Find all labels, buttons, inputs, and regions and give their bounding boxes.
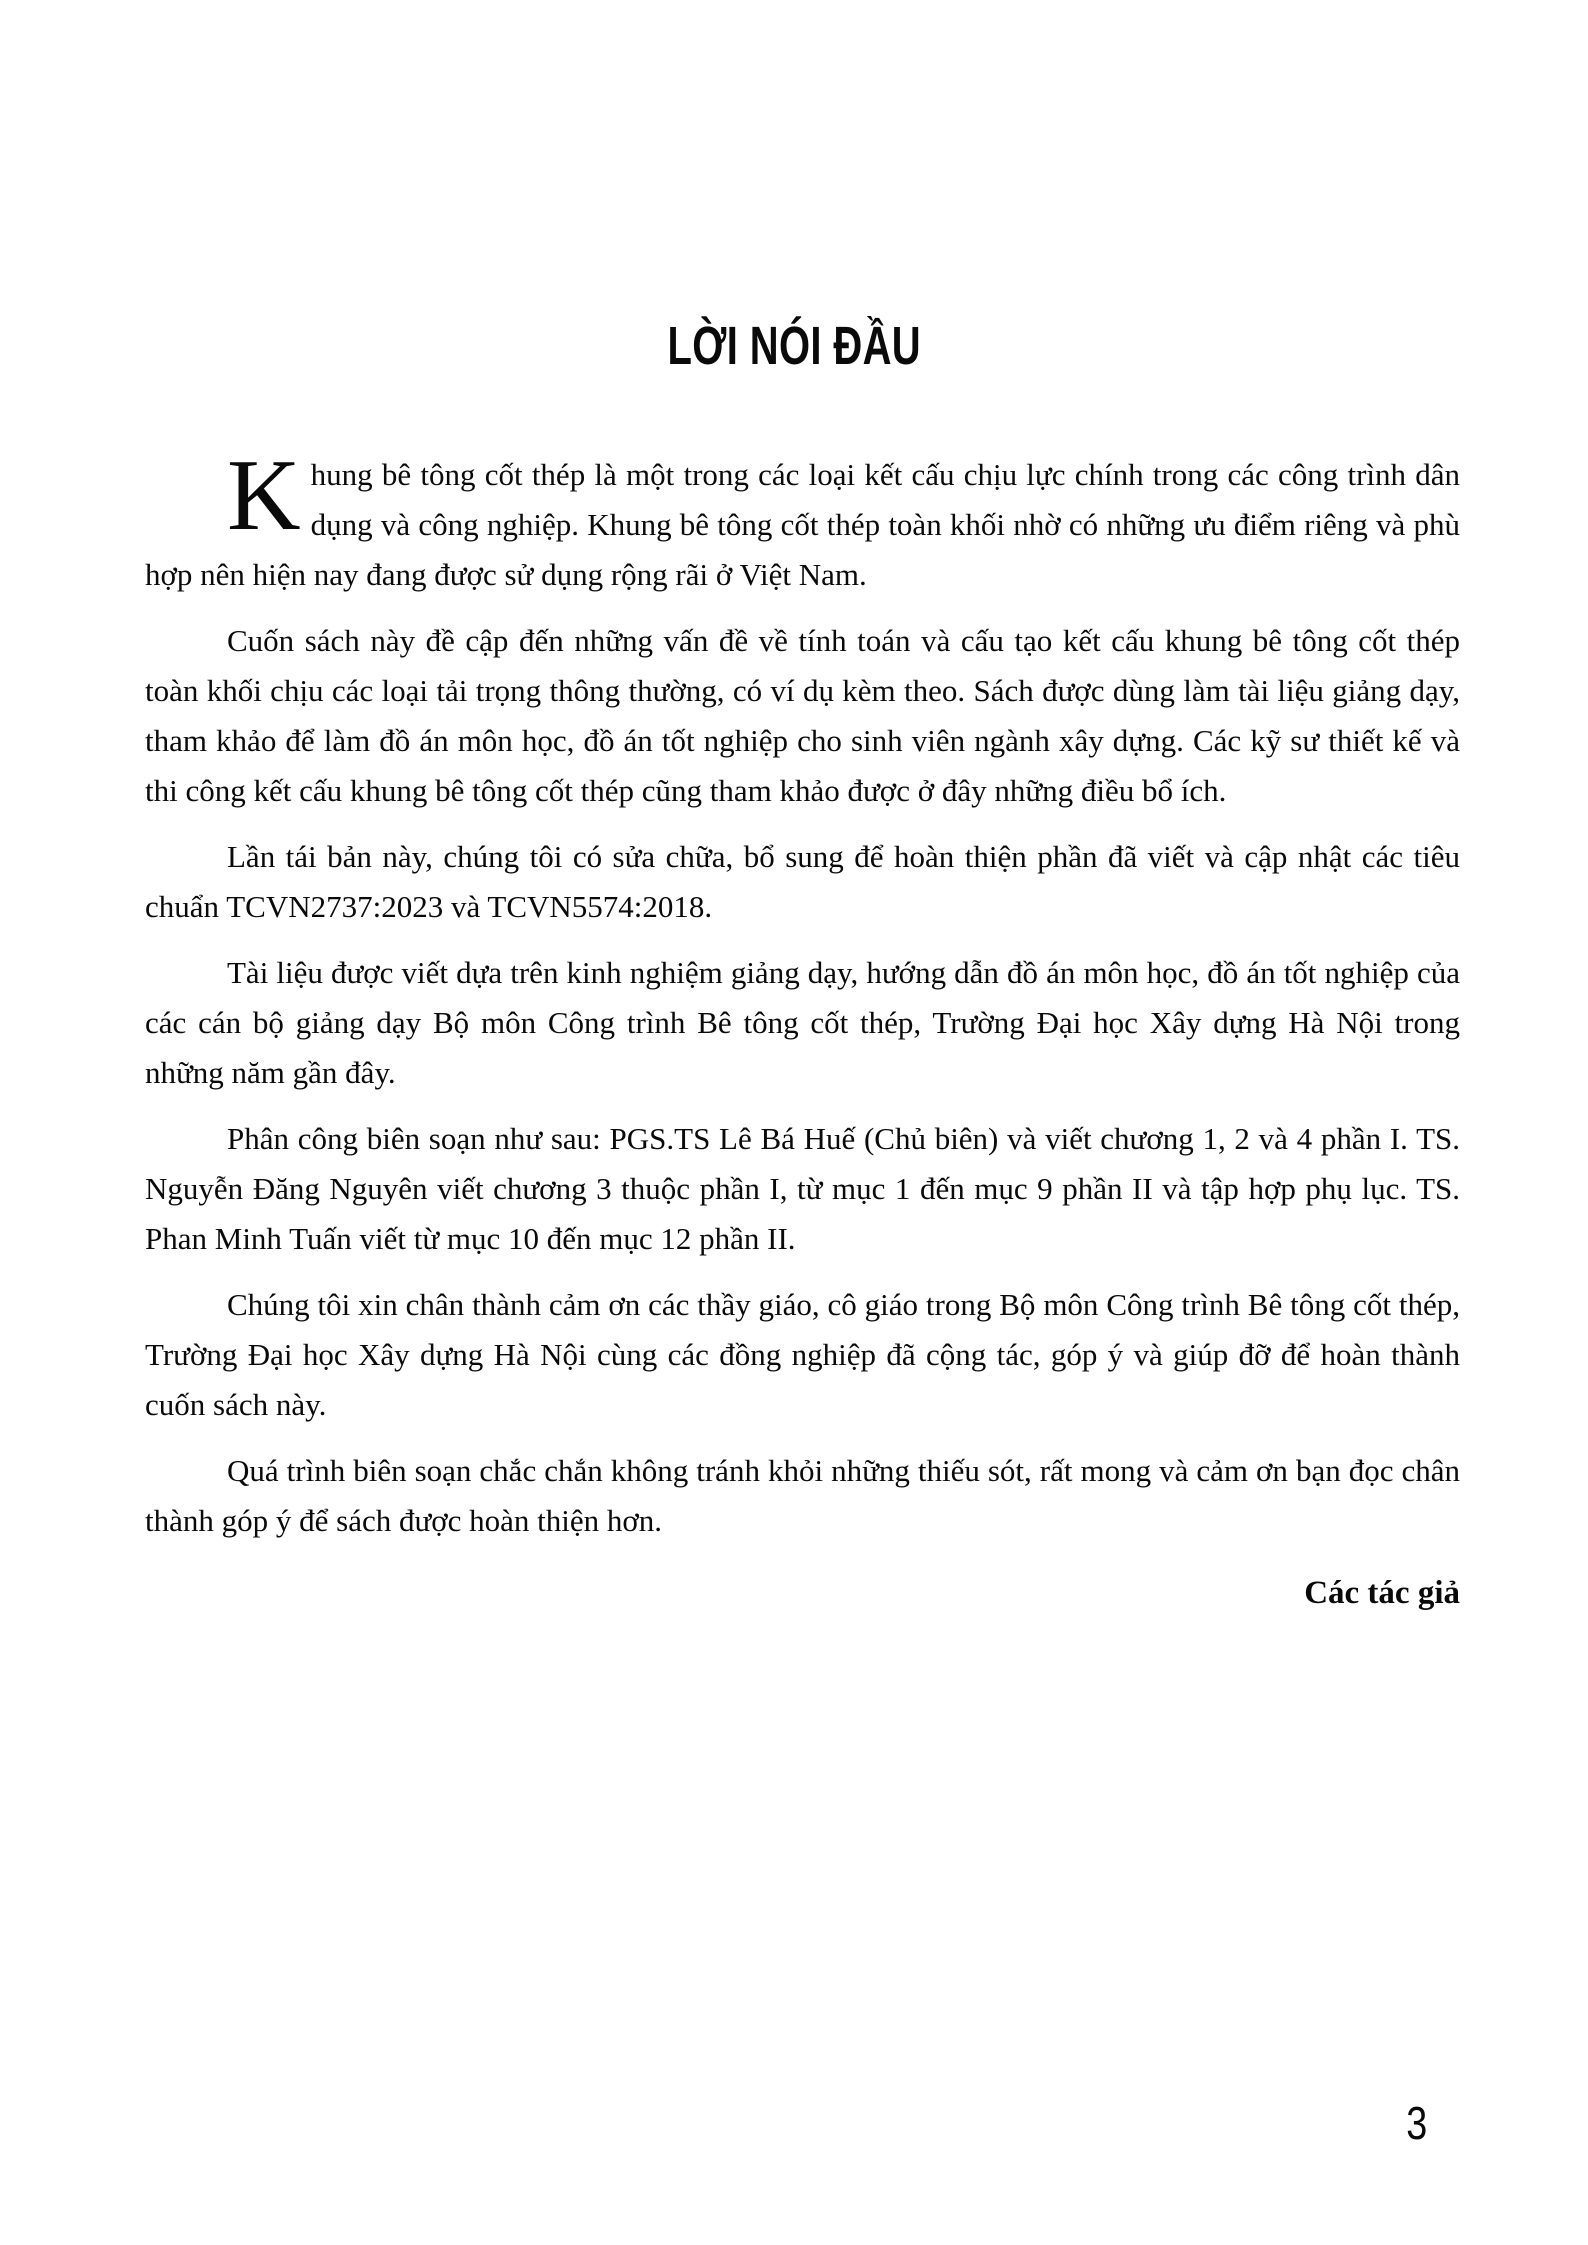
paragraph-3: Lần tái bản này, chúng tôi có sửa chữa, bổ sung để hoàn thiện phần đã viết và cập nhật các tiêu chuẩn TCVN2737:2023 và TCVN5574:2018. <box>145 839 1460 924</box>
paragraph-6: Chúng tôi xin chân thành cảm ơn các thầy giáo, cô giáo trong Bộ môn Công trình Bê tông cốt thép, Trường Đại học Xây dựng Hà Nội cùng các đồng nghiệp đã cộng tác, góp ý và giúp đỡ để hoàn thành cuốn sách này. <box>145 1287 1460 1422</box>
paragraph-4: Tài liệu được viết dựa trên kinh nghiệm giảng dạy, hướng dẫn đồ án môn học, đồ án tốt nghiệp của các cán bộ giảng dạy Bộ môn Công trình Bê tông cốt thép, Trường Đại học Xây dựng Hà Nội trong những năm gần đây. <box>145 955 1460 1090</box>
paragraph-2: Cuốn sách này đề cập đến những vấn đề về tính toán và cấu tạo kết cấu khung bê tông cốt thép toàn khối chịu các loại tải trọng thông thường, có ví dụ kèm theo. Sách được dùng làm tài liệu giảng dạy, tham khảo để làm đồ án môn học, đồ án tốt nghiệp cho sinh viên ngành xây dựng. Các kỹ sư thiết kế và thi công kết cấu khung bê tông cốt thép cũng tham khảo được ở đây những điều bổ ích. <box>145 623 1460 808</box>
page-number-text: 3 <box>1406 2097 1428 2149</box>
paragraph-5: Phân công biên soạn như sau: PGS.TS Lê Bá Huế (Chủ biên) và viết chương 1, 2 và 4 phần I. TS. Nguyễn Đăng Nguyên viết chương 3 thuộc phần I, từ mục 1 đến mục 9 phần II và tập hợp phụ lục. TS. Phan Minh Tuấn viết từ mục 10 đến mục 12 phần II. <box>145 1121 1460 1256</box>
preface-body <box>0 374 1588 1546</box>
paragraph-1-text: hung bê tông cốt thép là một trong các loại kết cấu chịu lực chính trong các công trình dân dụng và công nghiệp. Khung bê tông cốt thép toàn khối nhờ có những ưu điểm riêng và phù hợp nên hiện nay đang được sử dụng rộng rãi ở Việt Nam. <box>145 457 1460 592</box>
paragraph-7: Quá trình biên soạn chắc chắn không tránh khỏi những thiếu sót, rất mong và cảm ơn bạn đọc chân thành góp ý để sách được hoàn thiện hơn. <box>145 1453 1460 1538</box>
author-signature: Các tác giả <box>1304 1575 1460 1611</box>
paragraph-1 <box>145 439 1460 600</box>
page-number <box>1404 2097 1430 2149</box>
dropcap-letter: K <box>227 439 301 552</box>
page-title-text: LỜI NÓI ĐẦU <box>667 316 921 376</box>
page-title <box>0 0 1588 374</box>
